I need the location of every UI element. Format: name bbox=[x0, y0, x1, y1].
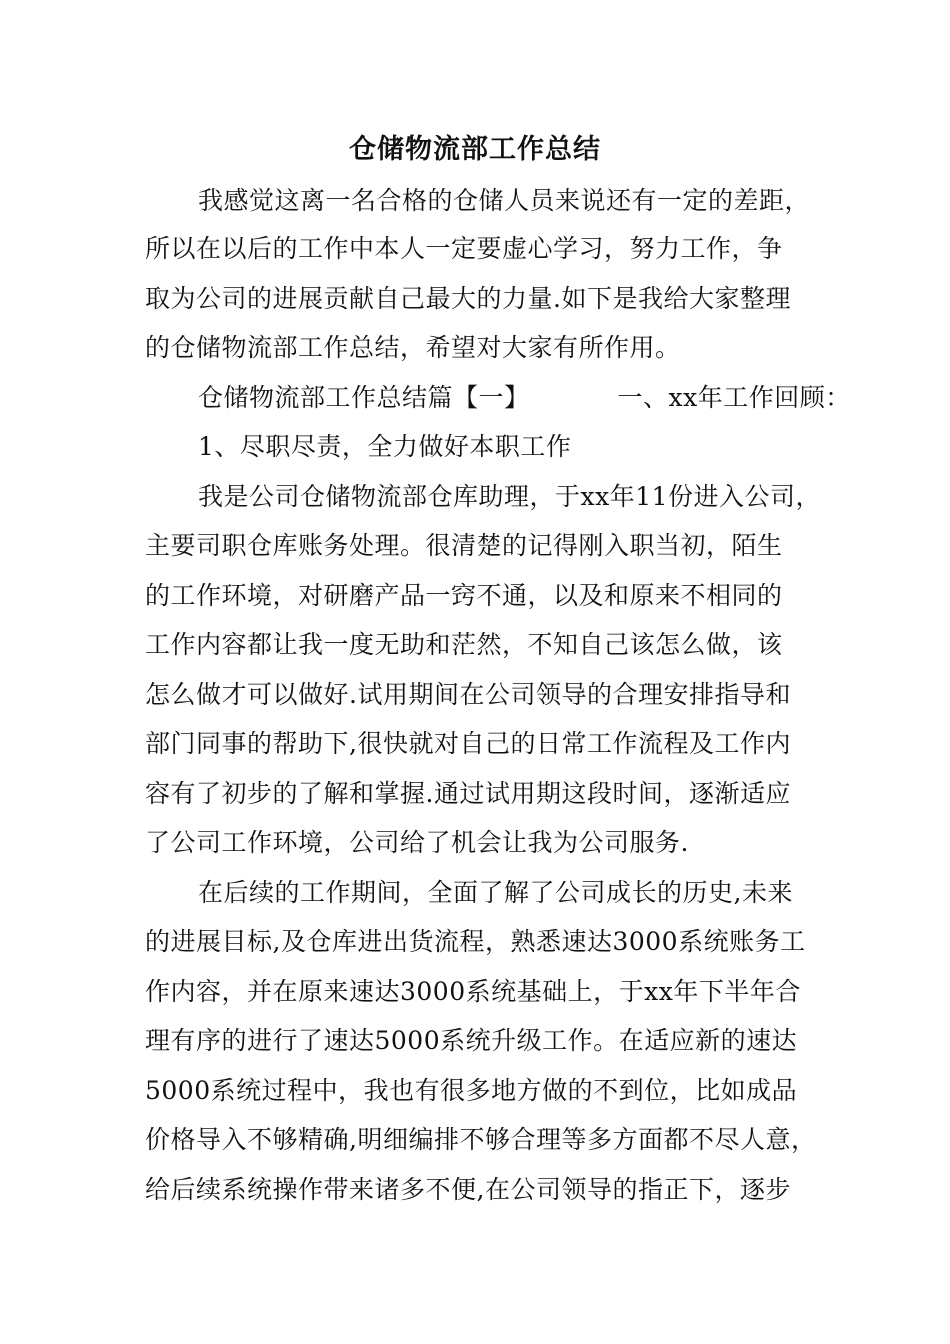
paragraph-line: 容有了初步的了解和掌握.通过试用期这段时间，逐渐适应 bbox=[145, 779, 791, 808]
paragraph-line: 主要司职仓库账务处理。很清楚的记得刚入职当初，陌生 bbox=[145, 531, 783, 560]
paragraph-line: 的进展目标,及仓库进出货流程，熟悉速达3000系统账务工 bbox=[145, 927, 806, 956]
paragraph-line: 价格导入不够精确,明细编排不够合理等多方面都不尽人意， bbox=[145, 1125, 817, 1154]
paragraph-line: 工作内容都让我一度无助和茫然，不知自己该怎么做，该 bbox=[145, 630, 783, 659]
document-title: 仓储物流部工作总结 bbox=[349, 134, 601, 165]
paragraph-line: 取为公司的进展贡献自己最大的力量.如下是我给大家整理 bbox=[145, 284, 791, 313]
paragraph-line: 给后续系统操作带来诸多不便,在公司领导的指正下，逐步 bbox=[145, 1175, 791, 1204]
paragraph-line: 怎么做才可以做好.试用期间在公司领导的合理安排指导和 bbox=[145, 680, 791, 709]
paragraph-line: 的仓储物流部工作总结，希望对大家有所作用。 bbox=[145, 333, 681, 362]
paragraph-line: 了公司工作环境，公司给了机会让我为公司服务. bbox=[145, 828, 689, 857]
paragraph-line: 作内容，并在原来速达3000系统基础上，于xx年下半年合 bbox=[145, 977, 801, 1006]
paragraph-line: 5000系统过程中，我也有很多地方做的不到位，比如成品 bbox=[145, 1076, 798, 1105]
paragraph-line: 我是公司仓储物流部仓库助理，于xx年11份进入公司， bbox=[198, 482, 822, 511]
section-heading: 仓储物流部工作总结篇【一】 bbox=[198, 383, 530, 412]
paragraph-line: 理有序的进行了速达5000系统升级工作。在适应新的速达 bbox=[145, 1026, 798, 1055]
paragraph-line: 的工作环境，对研磨产品一窍不通，以及和原来不相同的 bbox=[145, 581, 783, 610]
paragraph-line: 在后续的工作期间，全面了解了公司成长的历史,未来 bbox=[198, 878, 793, 907]
item-heading: 1、尽职尽责，全力做好本职工作 bbox=[198, 432, 572, 461]
paragraph-line: 部门同事的帮助下,很快就对自己的日常工作流程及工作内 bbox=[145, 729, 791, 758]
section-heading-line bbox=[198, 373, 851, 423]
paragraph-line: 我感觉这离一名合格的仓储人员来说还有一定的差距， bbox=[198, 186, 811, 215]
subsection-heading: 一、xx年工作回顾： bbox=[617, 383, 851, 412]
paragraph-line: 所以在以后的工作中本人一定要虚心学习，努力工作，争 bbox=[145, 234, 783, 263]
